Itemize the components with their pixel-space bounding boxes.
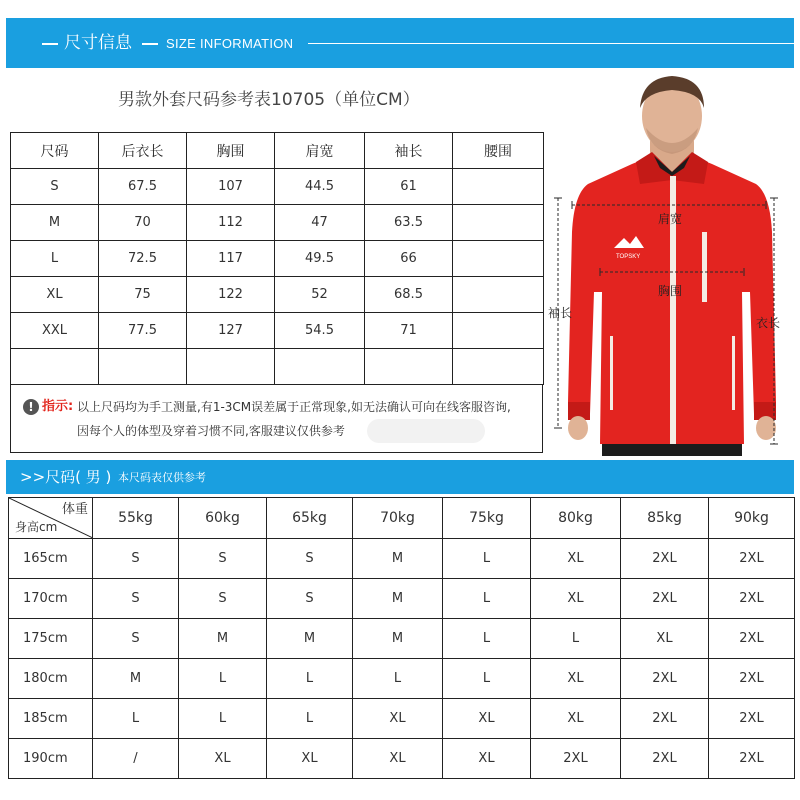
column-header: 胸围: [187, 133, 275, 169]
table-cell: M: [353, 619, 443, 659]
table-cell: 47: [275, 205, 365, 241]
table-cell: 2XL: [709, 659, 795, 699]
table-cell: 2XL: [709, 739, 795, 779]
corner-cell: [9, 498, 93, 539]
header-divider: [308, 43, 794, 44]
table-cell: 72.5: [99, 241, 187, 277]
table-cell: L: [267, 699, 353, 739]
table-cell: S: [179, 579, 267, 619]
table-cell: M: [11, 205, 99, 241]
table-cell: 2XL: [531, 739, 621, 779]
table-cell: L: [267, 659, 353, 699]
table-cell: 2XL: [621, 659, 709, 699]
table-cell: 112: [187, 205, 275, 241]
table-cell: S: [267, 579, 353, 619]
note-text: 因每个人的体型及穿着习惯不同,客服建议仅供参考: [77, 424, 345, 438]
height-header: 170cm: [9, 579, 93, 619]
column-header: 袖长: [365, 133, 453, 169]
height-header: 165cm: [9, 539, 93, 579]
size-chart-header-row: [11, 133, 544, 169]
table-row: [9, 699, 795, 739]
table-row: [9, 579, 795, 619]
table-cell: XL: [531, 659, 621, 699]
table-cell: XL: [531, 699, 621, 739]
table-cell: L: [443, 619, 531, 659]
table-cell: S: [267, 539, 353, 579]
table-cell: [453, 169, 544, 205]
table-cell: 75: [99, 277, 187, 313]
table-cell: L: [443, 659, 531, 699]
weight-header: 60kg: [179, 498, 267, 539]
table-cell: 2XL: [621, 699, 709, 739]
table-cell: 2XL: [709, 619, 795, 659]
height-header: 175cm: [9, 619, 93, 659]
model-jacket-illustration: [544, 72, 800, 456]
table-cell: 2XL: [709, 579, 795, 619]
header-dash: [42, 43, 58, 45]
model-photo: [544, 72, 800, 456]
sleeve-measure-label: 袖长: [548, 306, 573, 320]
brand-logo: TOPSKY: [616, 254, 641, 260]
size-chart-table: [10, 132, 544, 385]
weight-header: 55kg: [93, 498, 179, 539]
size-recommend-header: [6, 460, 794, 494]
table-cell: L: [443, 539, 531, 579]
table-cell: /: [93, 739, 179, 779]
table-row: [11, 349, 544, 385]
table-row: [9, 539, 795, 579]
table-cell: [453, 205, 544, 241]
fit-table-header-row: [9, 498, 795, 539]
table-cell: 70: [99, 205, 187, 241]
table-cell: S: [93, 539, 179, 579]
table-cell: 54.5: [275, 313, 365, 349]
table-cell: S: [179, 539, 267, 579]
table-cell: 117: [187, 241, 275, 277]
blurred-watermark: [367, 419, 485, 443]
measurement-note: [10, 385, 543, 453]
size-chart-title: 男款外套尺码参考表10705（单位CM）: [118, 90, 420, 110]
table-cell: L: [531, 619, 621, 659]
table-cell: 52: [275, 277, 365, 313]
table-cell: S: [93, 579, 179, 619]
table-cell: 67.5: [99, 169, 187, 205]
table-cell: 122: [187, 277, 275, 313]
table-cell: 66: [365, 241, 453, 277]
table-cell: [365, 349, 453, 385]
table-cell: 49.5: [275, 241, 365, 277]
table-cell: 2XL: [709, 539, 795, 579]
table-cell: 71: [365, 313, 453, 349]
table-cell: S: [93, 619, 179, 659]
table-row: [11, 205, 544, 241]
chest-measure-label: 胸围: [658, 284, 683, 298]
table-cell: L: [93, 699, 179, 739]
table-row: [9, 659, 795, 699]
table-cell: M: [267, 619, 353, 659]
table-cell: 2XL: [709, 699, 795, 739]
table-cell: L: [11, 241, 99, 277]
weight-header: 85kg: [621, 498, 709, 539]
table-cell: 107: [187, 169, 275, 205]
table-cell: L: [179, 659, 267, 699]
table-row: [11, 313, 544, 349]
table-cell: [453, 241, 544, 277]
height-header: 180cm: [9, 659, 93, 699]
table-cell: XL: [443, 699, 531, 739]
table-cell: XL: [353, 699, 443, 739]
table-cell: XL: [353, 739, 443, 779]
table-cell: 68.5: [365, 277, 453, 313]
table-cell: L: [443, 579, 531, 619]
table-cell: M: [353, 539, 443, 579]
weight-header: 90kg: [709, 498, 795, 539]
weight-header: 75kg: [443, 498, 531, 539]
table-cell: S: [11, 169, 99, 205]
table-cell: 44.5: [275, 169, 365, 205]
table-cell: [11, 349, 99, 385]
table-cell: [453, 349, 544, 385]
table-cell: [275, 349, 365, 385]
table-cell: M: [93, 659, 179, 699]
table-cell: 2XL: [621, 539, 709, 579]
table-cell: 2XL: [621, 579, 709, 619]
section-title: >>尺码( 男 ): [20, 468, 112, 486]
table-cell: 63.5: [365, 205, 453, 241]
table-cell: XXL: [11, 313, 99, 349]
fit-table: [8, 497, 795, 779]
table-cell: M: [353, 579, 443, 619]
size-info-header: [6, 18, 794, 68]
corner-weight-label: 体重: [61, 502, 88, 517]
table-cell: L: [353, 659, 443, 699]
column-header: 尺码: [11, 133, 99, 169]
table-cell: XL: [443, 739, 531, 779]
table-cell: L: [179, 699, 267, 739]
corner-height-label: 身高cm: [15, 520, 58, 534]
table-cell: XL: [267, 739, 353, 779]
section-subtitle: 本尺码表仅供参考: [118, 471, 206, 484]
weight-header: 80kg: [531, 498, 621, 539]
column-header: 肩宽: [275, 133, 365, 169]
table-cell: XL: [179, 739, 267, 779]
table-cell: [453, 313, 544, 349]
header-title-cn: 尺寸信息: [64, 33, 132, 53]
table-cell: 127: [187, 313, 275, 349]
table-row: [11, 169, 544, 205]
note-text: 以上尺码均为手工测量,有1-3CM误差属于正常现象,如无法确认可向在线客服咨询,: [77, 400, 511, 414]
table-cell: [99, 349, 187, 385]
header-title-en: SIZE INFORMATION: [166, 36, 294, 51]
header-dash: [142, 43, 158, 45]
table-cell: XL: [531, 539, 621, 579]
table-cell: XL: [11, 277, 99, 313]
table-row: [11, 241, 544, 277]
table-row: [9, 619, 795, 659]
weight-header: 65kg: [267, 498, 353, 539]
table-cell: XL: [531, 579, 621, 619]
table-cell: XL: [621, 619, 709, 659]
weight-header: 70kg: [353, 498, 443, 539]
table-row: [9, 739, 795, 779]
table-row: [11, 277, 544, 313]
height-header: 185cm: [9, 699, 93, 739]
shoulder-measure-label: 肩宽: [658, 212, 683, 226]
length-measure-label: 衣长: [756, 316, 781, 330]
exclamation-icon: !: [23, 399, 39, 415]
table-cell: M: [179, 619, 267, 659]
height-header: 190cm: [9, 739, 93, 779]
column-header: 腰围: [453, 133, 544, 169]
note-label: 指示:: [42, 399, 74, 414]
table-cell: 61: [365, 169, 453, 205]
table-cell: [187, 349, 275, 385]
table-cell: 77.5: [99, 313, 187, 349]
column-header: 后衣长: [99, 133, 187, 169]
table-cell: [453, 277, 544, 313]
table-cell: 2XL: [621, 739, 709, 779]
